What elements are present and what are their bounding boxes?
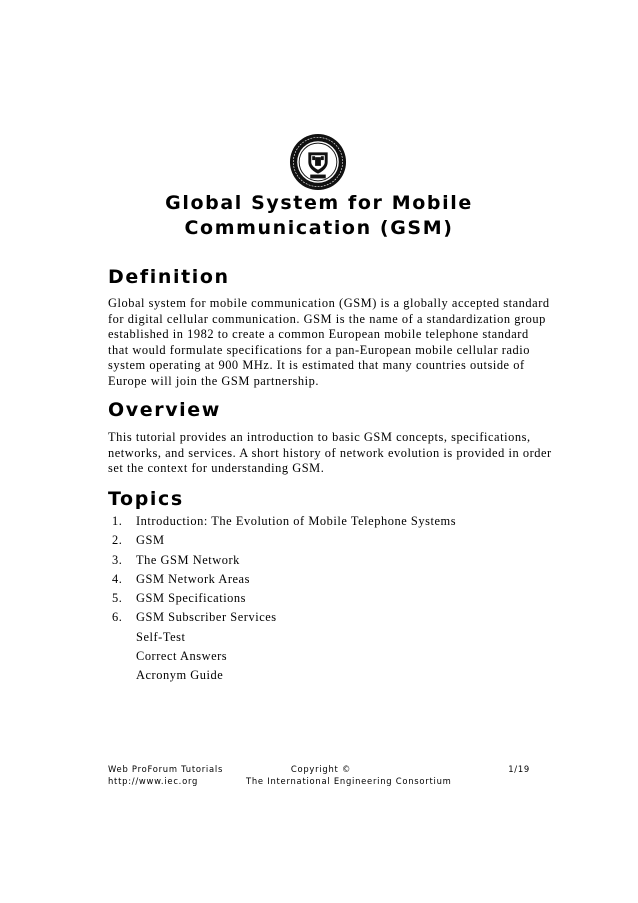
topic-number: 3. bbox=[112, 552, 123, 567]
topic-label: GSM Specifications bbox=[136, 591, 247, 606]
topic-item[interactable] bbox=[112, 608, 456, 627]
topic-number: 6. bbox=[112, 610, 123, 625]
topic-number: 4. bbox=[112, 571, 123, 586]
footer-url[interactable]: http://www.iec.org bbox=[108, 776, 199, 786]
footer-left bbox=[108, 763, 223, 787]
definition-line: established in 1982 to create a common European mobile telephone standard bbox=[108, 327, 529, 342]
topic-number: 5. bbox=[112, 591, 123, 606]
topics-list bbox=[112, 512, 456, 686]
overview-line: set the context for understanding GSM. bbox=[108, 461, 325, 476]
topic-label: GSM bbox=[136, 533, 165, 548]
footer-page-number: 1/19 bbox=[508, 764, 530, 774]
topic-item[interactable] bbox=[112, 570, 456, 589]
topic-number: 1. bbox=[112, 514, 123, 528]
definition-line: for digital cellular communication. GSM is the name of a standardization group bbox=[108, 311, 546, 326]
overview-paragraph bbox=[108, 430, 552, 477]
topic-item[interactable] bbox=[112, 551, 456, 570]
topic-label: Introduction: The Evolution of Mobile Telephone Systems bbox=[136, 514, 457, 528]
overview-line: This tutorial provides an introduction to basic GSM concepts, specifications, bbox=[108, 430, 531, 444]
definition-line: system operating at 900 MHz. It is estimated that many countries outside of bbox=[108, 358, 525, 373]
definition-line: Global system for mobile communication (GSM) is a globally accepted standard bbox=[108, 296, 550, 310]
topic-label: The GSM Network bbox=[136, 552, 240, 567]
topic-item[interactable] bbox=[112, 531, 456, 550]
footer-copyright: Copyright © bbox=[290, 764, 352, 774]
topics-heading: Topics bbox=[108, 488, 184, 510]
topic-label: GSM Subscriber Services bbox=[136, 610, 277, 625]
page-title bbox=[100, 191, 538, 241]
definition-paragraph bbox=[108, 296, 550, 390]
title-line-1: Global System for Mobile bbox=[165, 192, 473, 214]
topic-item[interactable] bbox=[112, 589, 456, 608]
footer-organization: The International Engineering Consortium bbox=[246, 776, 452, 786]
topic-extra-correct-answers[interactable]: Correct Answers bbox=[136, 649, 228, 664]
topic-label: GSM Network Areas bbox=[136, 571, 250, 586]
definition-line: Europe will join the GSM partnership. bbox=[108, 373, 320, 388]
topic-number: 2. bbox=[112, 533, 123, 548]
definition-heading: Definition bbox=[108, 266, 230, 288]
topic-extra-self-test[interactable]: Self-Test bbox=[136, 629, 186, 644]
footer-center bbox=[246, 763, 452, 787]
overview-line: networks, and services. A short history of network evolution is provided in order bbox=[108, 445, 552, 460]
iec-seal-icon bbox=[289, 133, 347, 191]
overview-heading: Overview bbox=[108, 399, 221, 421]
title-line-2: Communication (GSM) bbox=[184, 217, 454, 239]
footer-publisher: Web ProForum Tutorials bbox=[108, 764, 224, 774]
topic-extra-acronym-guide[interactable]: Acronym Guide bbox=[136, 668, 224, 683]
topic-item[interactable] bbox=[112, 512, 456, 531]
definition-line: that would formulate specifications for a pan-European mobile cellular radio bbox=[108, 342, 530, 357]
